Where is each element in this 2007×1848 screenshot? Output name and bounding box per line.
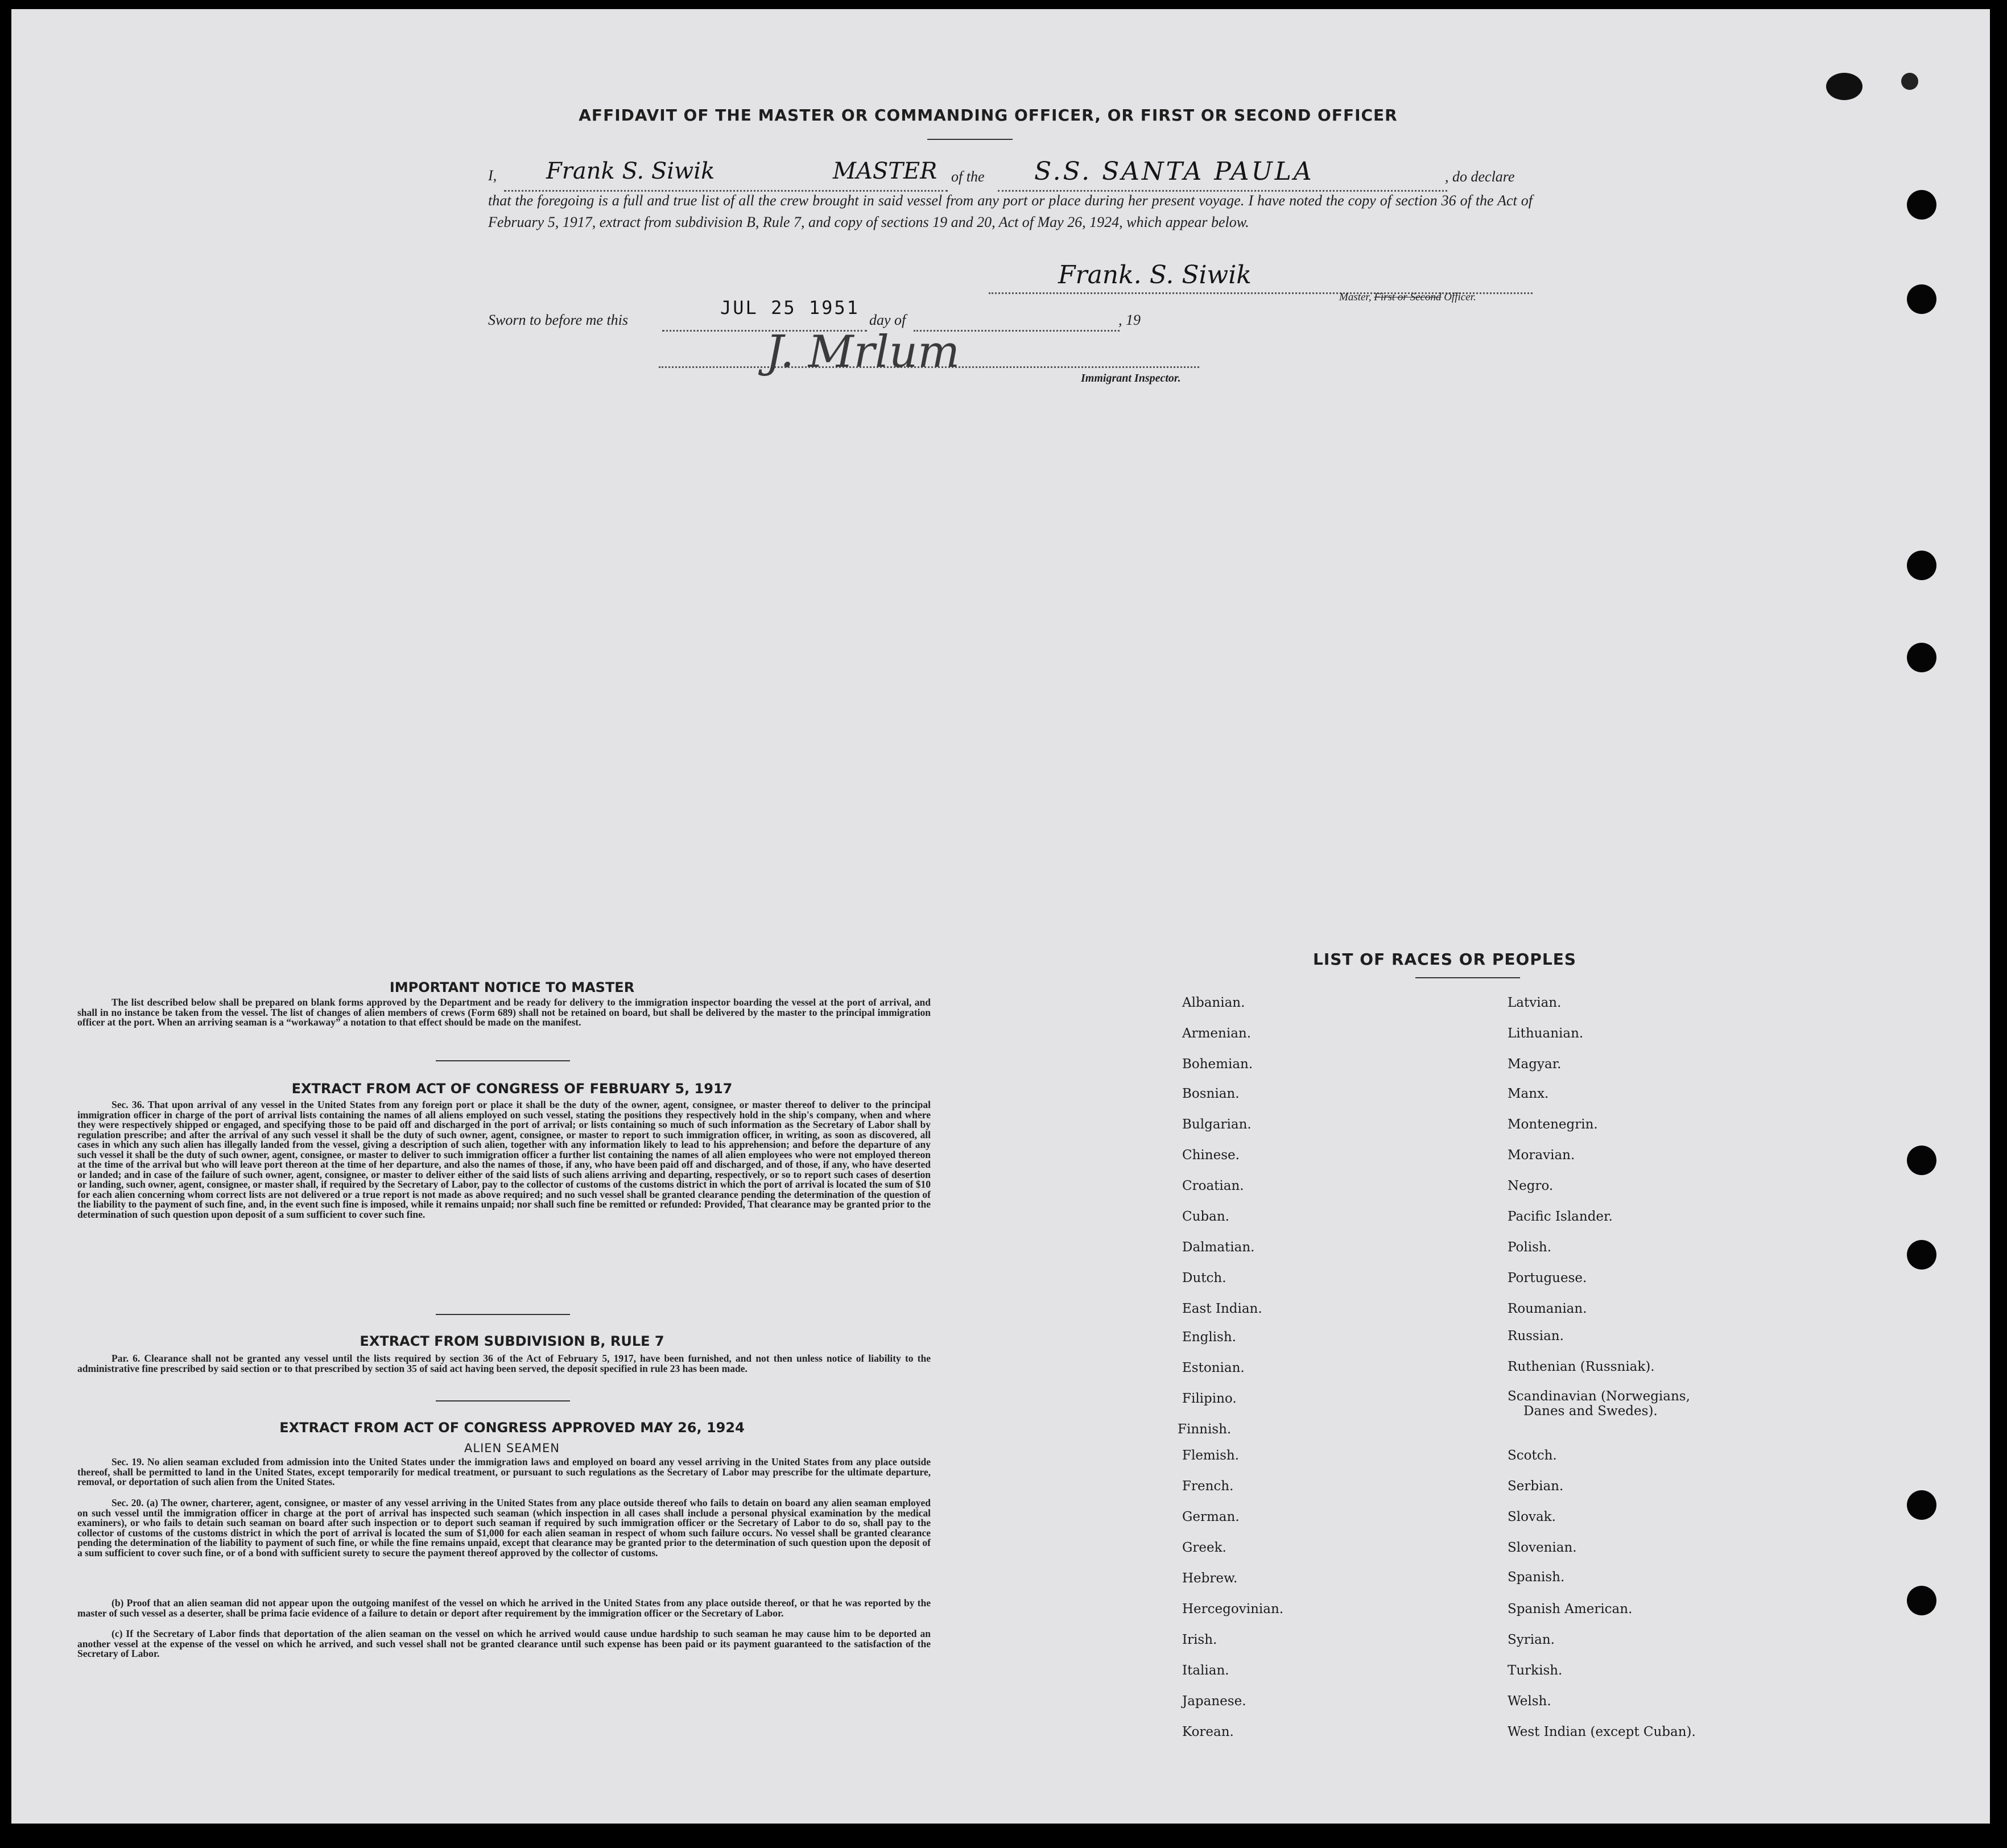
race-item: Estonian. (1182, 1361, 1245, 1375)
race-item: Scotch. (1508, 1448, 1557, 1463)
race-item: Latvian. (1508, 995, 1562, 1010)
punch-hole (1907, 1146, 1936, 1175)
race-item: Croatian. (1182, 1179, 1244, 1193)
race-item: Japanese. (1182, 1694, 1246, 1709)
race-item: Turkish. (1508, 1663, 1563, 1678)
extract-1924-sec20a: Sec. 20. (a) The owner, charterer, agent, consignee, or master of any vessel arriving in the United States from any place outside thereof who fails to detain on board any alien seaman employed on such vessel until the immigration officer in charge at the port of arrival has inspected such seaman (which inspection in all cases shall include a personal physical examination by the medical examiners), or who fails to detain such seaman on board after such inspection or to deport such seaman if required by such immigration officer or the Secretary of Labor to do so, shall pay to the collector of customs of the customs district in which the port of arrival is located the sum of $1,000 for each alien seaman in respect of whom such failure occurs. No vessel shall be granted clearance pending the determination of the liability to payment of such fine, or while the fine remains unpaid, except that clearance may be granted prior to the determination of such question upon the deposit of a sum sufficient to cover such fine, or of a bond with sufficient surety to secure the payment thereof approved by the collector of customs. (77, 1497, 931, 1558)
race-item: Hebrew. (1182, 1571, 1238, 1586)
signature-caption-suffix: Officer. (1441, 291, 1476, 303)
divider (1415, 977, 1520, 978)
race-item: Filipino. (1182, 1391, 1237, 1406)
extract-1924-sec19: Sec. 19. No alien seaman excluded from admission into the United States under the immigration laws and employed on board any vessel arriving in the United States from any place outside thereof, shall be permitted to land in the United States, except temporarily for medical treatment, or pursuant to such regulations as the Secretary of Labor may prescribe for the ultimate departure, removal, or deportation of such alien from the United States. (77, 1456, 931, 1487)
extract-1924-sec20c: (c) If the Secretary of Labor finds that deportation of the alien seaman on the vessel on which he arrived would cause undue hardship to such seaman he may cause him to be deported an another vessel at the expense of the vessel on which he arrived, and such vessel shall not be granted clearance until such expense has been paid or its payment guaranteed to the satisfaction of the Secretary of Labor. (77, 1628, 931, 1659)
races-title: LIST OF RACES OR PEOPLES (1313, 950, 1576, 969)
race-item: Montenegrin. (1508, 1117, 1598, 1132)
race-item: Portuguese. (1508, 1271, 1587, 1285)
sworn-label: Sworn to before me this (488, 312, 629, 328)
day-of-label: day of (869, 312, 906, 328)
master-name: Frank S. Siwik (546, 158, 715, 184)
race-item: Spanish. (1508, 1570, 1565, 1585)
extract-1924-title: EXTRACT FROM ACT OF CONGRESS APPROVED MAY 26, 1924 (279, 1420, 745, 1436)
race-item: Slovenian. (1508, 1540, 1577, 1555)
race-item: Russian. (1508, 1329, 1564, 1343)
race-item: Irish. (1182, 1632, 1217, 1647)
race-item: Pacific Islander. (1508, 1209, 1613, 1224)
race-item: Chinese. (1182, 1148, 1240, 1163)
notice-text: The list described below shall be prepared on blank forms approved by the Department and be ready for delivery to the immigration inspector boarding the vessel at the port of arrival, and shall in no instance be taken from the vessel. The list of changes of alien members of crews (Form 689) shall not be retained on board, but shall be delivered by the master to the principal immigration officer at the port. When an arriving seaman is a “workaway” a notation to that effect should be made on the manifest. (77, 997, 931, 1028)
inspector-caption: Immigrant Inspector. (1081, 372, 1181, 385)
punch-hole (1907, 190, 1936, 220)
race-item: Serbian. (1508, 1479, 1564, 1494)
of-the-label: of the (951, 168, 985, 185)
race-item: Armenian. (1182, 1026, 1252, 1041)
do-declare-label: , do declare (1445, 168, 1515, 185)
inspector-signature: J. Mrlum (766, 326, 960, 378)
signature-caption-prefix: Master, (1339, 291, 1374, 303)
extract-1924-sec20b: (b) Proof that an alien seaman did not appear upon the outgoing manifest of the vessel on which he arrived in the United States from any place outside thereof, or that he was reported by the master of such vessel as a deserter, shall be prima facie evidence of a failure to detain or deport after requirement by the immigration officer or the Secretary of Labor. (77, 1597, 931, 1619)
affidavit-title: AFFIDAVIT OF THE MASTER OR COMMANDING OFFICER, OR FIRST OR SECOND OFFICER (579, 106, 1398, 125)
race-item: English. (1182, 1330, 1236, 1345)
notice-title: IMPORTANT NOTICE TO MASTER (389, 979, 635, 995)
race-item: Danes and Swedes). (1523, 1404, 1658, 1419)
affidavit-i-label: I, (488, 167, 497, 184)
master-rank: MASTER (833, 158, 938, 184)
race-item: Italian. (1182, 1663, 1229, 1678)
race-item: Magyar. (1508, 1057, 1562, 1072)
race-item: Flemish. (1182, 1448, 1240, 1463)
document-page (11, 9, 1990, 1824)
race-item: Finnish. (1178, 1422, 1232, 1437)
divider (436, 1060, 570, 1061)
race-item: Moravian. (1508, 1148, 1575, 1163)
race-item: Spanish American. (1508, 1602, 1633, 1617)
affidavit-body: that the foregoing is a full and true list of all the crew brought in said vessel from any port or place during her present voyage. I have noted the copy of section 36 of the Act of February 5, 1917, extract from subdivision B, Rule 7, and copy of sections 19 and 20, Act of May 26, 1924, which appear below. (488, 192, 1533, 230)
punch-hole (1907, 1240, 1936, 1270)
race-item: Scandinavian (Norwegians, (1508, 1389, 1690, 1404)
divider (436, 1314, 570, 1315)
punch-hole (1907, 643, 1936, 672)
punch-hole (1907, 1490, 1936, 1520)
race-item: Manx. (1508, 1086, 1549, 1101)
race-item: German. (1182, 1510, 1240, 1524)
race-item: Albanian. (1182, 995, 1245, 1010)
punch-hole (1907, 551, 1936, 580)
extract-rule7-title: EXTRACT FROM SUBDIVISION B, RULE 7 (360, 1333, 664, 1349)
extract-1924-subtitle: ALIEN SEAMEN (464, 1441, 560, 1455)
race-item: Roumanian. (1508, 1301, 1587, 1316)
corner-smudge (1901, 73, 1918, 90)
year-label: , 19 (1118, 312, 1141, 328)
race-item: West Indian (except Cuban). (1508, 1725, 1696, 1739)
extract-rule7-text: Par. 6. Clearance shall not be granted any vessel until the lists required by section 36 of the Act of February 5, 1917, have been furnished, and not then unless notice of liability to the administrative fine prescribed by said section or to that prescribed by section 35 of said act having been served, the deposit specified in rule 23 has been made. (77, 1353, 931, 1374)
extract-1917-text: Sec. 36. That upon arrival of any vessel in the United States from any foreign port or place it shall be the duty of the owner, agent, consignee, or master thereof to deliver to the principal immigration officer in charge of the port of arrival lists containing the names of all aliens employed on such vessel, stating the positions they respectively hold in the ship's company, when and where they were respectively shipped or engaged, and specifying those to be paid off and discharged in the port of arrival; or lists containing so much of such information as the Secretary of Labor shall by regulation prescribe; and after the arrival of any such vessel it shall be the duty of such owner, agent, consignee, or master to report to such immigration officer, in writing, as soon as discovered, all cases in which any such alien has illegally landed from the vessel, giving a description of such alien, together with any information likely to lead to his apprehension; and before the departure of any such vessel it shall be the duty of such owner, agent, consignee, or master to deliver to such immigration officer a further list containing the names of all alien employees who were not employed thereon at the time of the arrival but who will leave port thereon at the time of her departure, and also the names of those, if any, who have been paid off and discharged, and of those, if any, who have deserted or landed; and in case of the failure of such owner, agent, consignee, or master to deliver either of the said lists of such aliens arriving and departing, respectively, or so to report such cases of desertion or landing, such owner, agent, consignee, or master shall, if required by the Secretary of Labor, pay to the collector of customs of the customs district in which the port of arrival is located the sum of $10 for each alien concerning whom correct lists are not delivered or a true report is not made as above required; and no such vessel shall be granted clearance pending the determination of the question of the liability to the payment of such fine, and, in the event such fine is imposed, while it remains unpaid; nor shall such fine be remitted or refunded: Provided, That clearance may be granted prior to the determination of such question upon deposit of a sum sufficient to cover such fine. (77, 1099, 931, 1220)
signature-caption (1339, 291, 1476, 304)
punch-hole (1907, 1586, 1936, 1615)
divider (436, 1400, 570, 1401)
race-item: Greek. (1182, 1540, 1226, 1555)
signature-caption-struck: First or Second (1374, 291, 1442, 303)
extract-1917-title: EXTRACT FROM ACT OF CONGRESS OF FEBRUARY 5, 1917 (291, 1081, 733, 1097)
race-item: Negro. (1508, 1179, 1554, 1193)
master-signature: Frank. S. Siwik (1058, 261, 1252, 290)
race-item: Slovak. (1508, 1510, 1556, 1524)
race-item: Syrian. (1508, 1632, 1555, 1647)
date-stamp: JUL 25 1951 (720, 297, 860, 319)
corner-smudge (1826, 73, 1863, 100)
vessel-name: S.S. SANTA PAULA (1034, 157, 1314, 186)
race-item: Dutch. (1182, 1271, 1226, 1285)
punch-hole (1907, 284, 1936, 314)
race-item: Bohemian. (1182, 1057, 1253, 1072)
race-item: Korean. (1182, 1725, 1234, 1739)
race-item: Cuban. (1182, 1209, 1229, 1224)
divider (927, 139, 1013, 140)
race-item: Ruthenian (Russniak). (1508, 1359, 1655, 1374)
race-item: Lithuanian. (1508, 1026, 1584, 1041)
race-item: Welsh. (1508, 1694, 1551, 1709)
race-item: Polish. (1508, 1240, 1552, 1255)
race-item: East Indian. (1182, 1301, 1262, 1316)
race-item: Bosnian. (1182, 1086, 1240, 1101)
race-item: French. (1182, 1479, 1234, 1494)
race-item: Bulgarian. (1182, 1117, 1252, 1132)
race-item: Dalmatian. (1182, 1240, 1255, 1255)
race-item: Hercegovinian. (1182, 1602, 1284, 1617)
